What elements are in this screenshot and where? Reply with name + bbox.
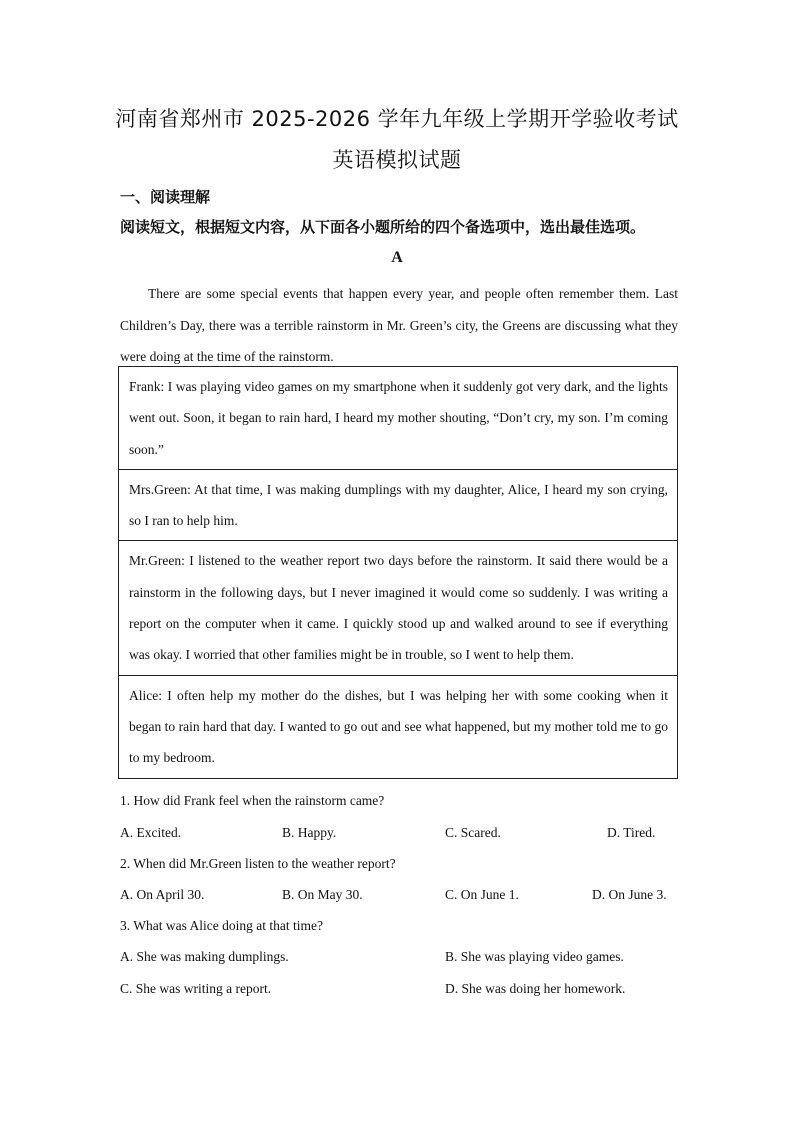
instruction-text: 阅读短文，根据短文内容，从下面各小题所给的四个备选项中，选出最佳选项。 xyxy=(120,218,646,236)
dialogue-alice: Alice: I often help my mother do the dishes, but I was helping her with some cooking when it began to rain hard that day. I wanted to go out and see what happened, but my mother told me to go to my bedroom. xyxy=(119,675,678,778)
q1-option-d: D. Tired. xyxy=(607,825,656,840)
q1-option-b: B. Happy. xyxy=(282,825,337,840)
question-3: 3. What was Alice doing at that time? xyxy=(120,918,323,933)
question-2: 2. When did Mr.Green listen to the weather report? xyxy=(120,856,396,871)
q2-option-d: D. On June 3. xyxy=(592,887,667,902)
dialogue-mrs-green: Mrs.Green: At that time, I was making dumplings with my daughter, Alice, I heard my son crying, so I ran to help him. xyxy=(119,469,678,541)
q2-option-c: C. On June 1. xyxy=(445,887,519,902)
dialogue-mr-green: Mr.Green: I listened to the weather report two days before the rainstorm. It said there would be a rainstorm in the following days, but I never imagined it would come so suddenly. I was writing a report on the computer when it came. I quickly stood up and walked around to see if everything was okay. I worried that other families might be in trouble, so I went to help them. xyxy=(119,541,678,675)
q1-option-c: C. Scared. xyxy=(445,825,501,840)
section-heading: 一、阅读理解 xyxy=(120,188,211,206)
q2-option-a: A. On April 30. xyxy=(120,887,205,902)
q2-option-b: B. On May 30. xyxy=(282,887,363,902)
exam-title: 河南省郑州市 2025-2026 学年九年级上学期开学验收考试 xyxy=(115,107,679,131)
q3-option-d: D. She was doing her homework. xyxy=(445,981,626,996)
passage-label: A xyxy=(391,249,403,266)
question-1: 1. How did Frank feel when the rainstorm came? xyxy=(120,793,385,808)
passage-intro: There are some special events that happen every year, and people often remember them. Last Children’s Day, there was a terrible rainstorm in Mr. Green’s city, the Greens are discussing what they were doing at the time of the rainstorm. xyxy=(120,286,678,364)
q3-option-a: A. She was making dumplings. xyxy=(120,949,289,964)
q1-option-a: A. Excited. xyxy=(120,825,182,840)
q3-option-b: B. She was playing video games. xyxy=(445,949,624,964)
dialogue-frank: Frank: I was playing video games on my smartphone when it suddenly got very dark, and the lights went out. Soon, it began to rain hard, I heard my mother shouting, “Don’t cry, my son. I’m coming soon.” xyxy=(119,367,678,470)
q3-option-c: C. She was writing a report. xyxy=(120,981,272,996)
exam-subtitle: 英语模拟试题 xyxy=(332,148,462,172)
dialogue-table xyxy=(118,366,678,779)
